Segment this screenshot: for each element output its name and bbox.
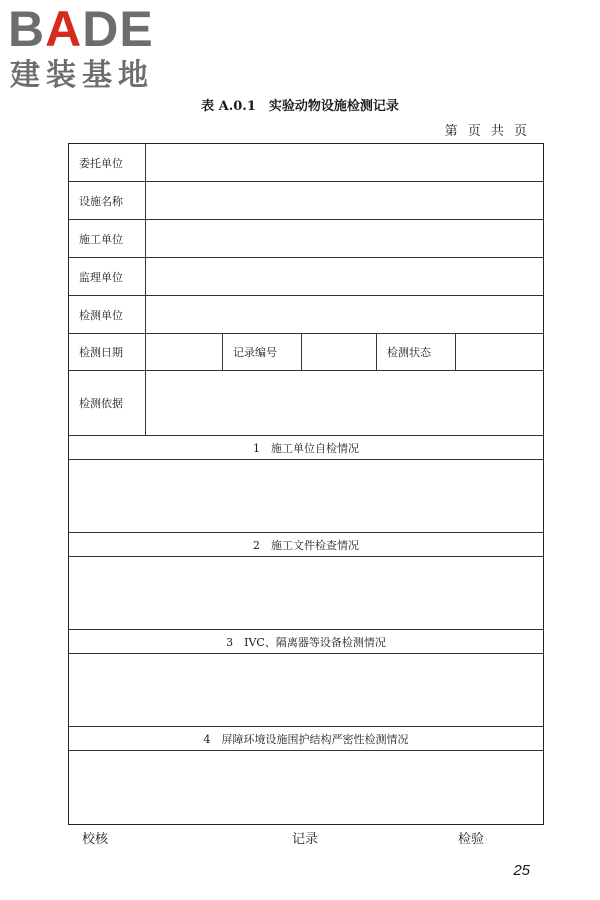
section-body-4[interactable]: [69, 751, 543, 824]
section-title-2: 2 施工文件检查情况: [253, 538, 359, 552]
page-info: 第 页 共 页: [444, 124, 530, 139]
inspection-form: [68, 143, 544, 825]
section-body-1[interactable]: [69, 460, 543, 533]
logo-word: BADE: [8, 1, 154, 57]
page-number: 25: [513, 862, 530, 879]
section-body-3[interactable]: [69, 654, 543, 727]
section-body-2[interactable]: [69, 557, 543, 630]
section-header-1: [69, 436, 543, 460]
label-date: 检测日期: [69, 334, 146, 370]
label-record-no: 记录编号: [223, 334, 302, 370]
row-construction: [69, 220, 543, 258]
section-header-4: [69, 727, 543, 751]
row-supervision: [69, 258, 543, 296]
row-client: [69, 144, 543, 182]
value-inspection-unit[interactable]: [146, 296, 543, 333]
section-title-3: 3 IVC、隔离器等设备检测情况: [226, 635, 386, 649]
logo-chinese: 建装基地: [10, 58, 154, 93]
value-status[interactable]: [456, 334, 543, 370]
signature-check: 校核: [82, 832, 109, 847]
row-basis: [69, 371, 543, 436]
signature-inspect: 检验: [458, 832, 485, 847]
row-date-record-status: [69, 334, 543, 371]
value-construction[interactable]: [146, 220, 543, 257]
label-construction: 施工单位: [69, 220, 146, 257]
signature-record: 记录: [292, 832, 319, 847]
section-title-1: 1 施工单位自检情况: [253, 441, 359, 455]
section-header-3: [69, 630, 543, 654]
value-client[interactable]: [146, 144, 543, 181]
label-client: 委托单位: [69, 144, 146, 181]
label-basis: 检测依据: [69, 371, 146, 435]
label-inspection-unit: 检测单位: [69, 296, 146, 333]
label-facility: 设施名称: [69, 182, 146, 219]
label-status: 检测状态: [377, 334, 456, 370]
value-basis[interactable]: [146, 371, 543, 435]
value-supervision[interactable]: [146, 258, 543, 295]
section-header-2: [69, 533, 543, 557]
row-facility: [69, 182, 543, 220]
label-supervision: 监理单位: [69, 258, 146, 295]
logo: [8, 1, 178, 94]
section-title-4: 4 屏障环境设施围护结构严密性检测情况: [203, 732, 409, 746]
value-record-no[interactable]: [302, 334, 377, 370]
value-facility[interactable]: [146, 182, 543, 219]
table-title: 表 A.0.1 实验动物设施检测记录: [201, 99, 399, 114]
value-date[interactable]: [146, 334, 223, 370]
row-inspection-unit: [69, 296, 543, 334]
